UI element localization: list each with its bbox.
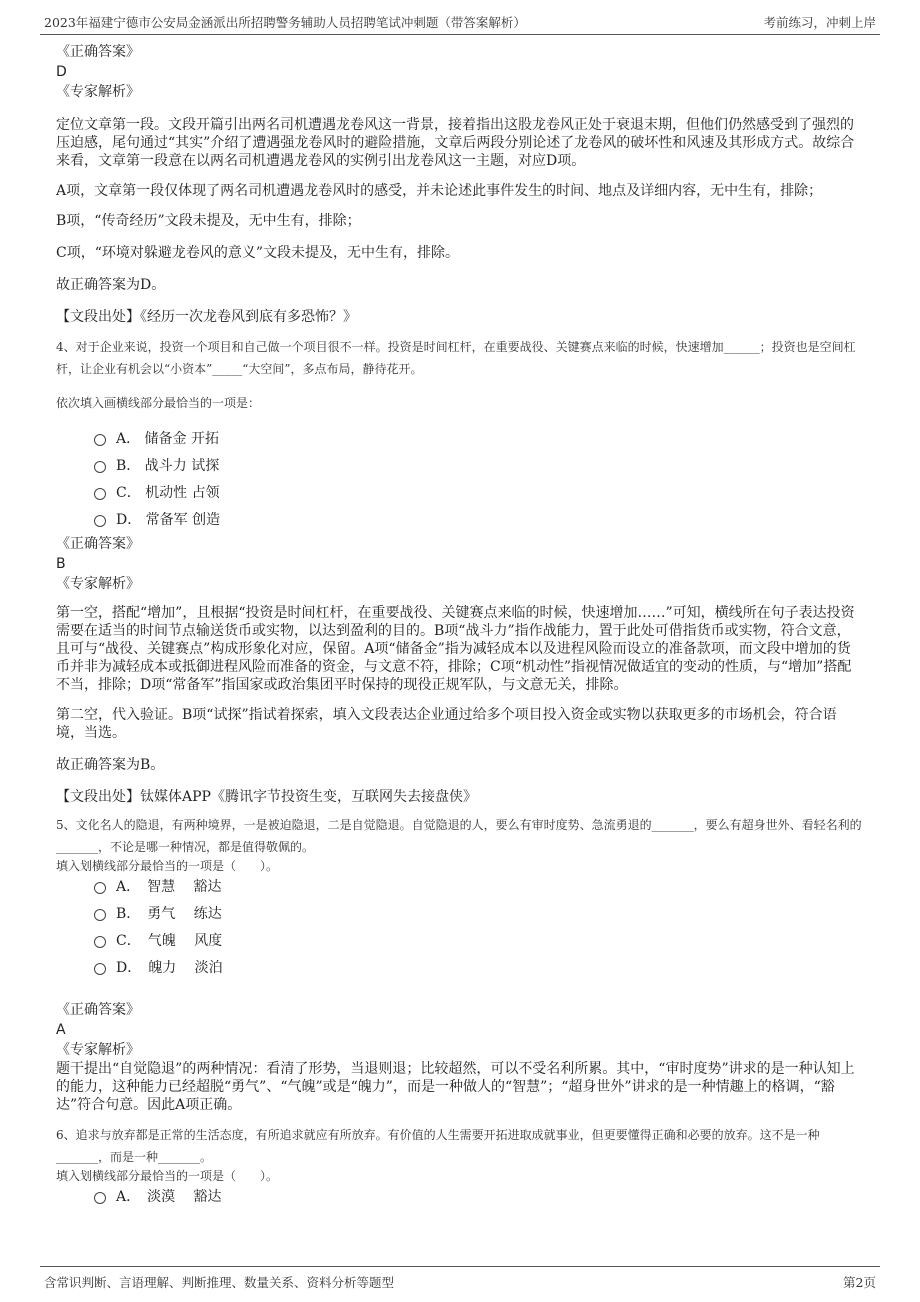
option-d[interactable] (56, 507, 864, 534)
radio-button-icon[interactable] (94, 963, 106, 975)
option-c[interactable] (56, 928, 864, 955)
option-a[interactable] (56, 426, 864, 453)
correct-answer-label: 《正确答案》 (56, 536, 140, 552)
radio-button-icon[interactable] (94, 461, 106, 473)
page-footer (40, 1266, 880, 1293)
option-d[interactable] (56, 955, 864, 982)
correct-answer: B (56, 556, 66, 572)
analysis-paragraph: C项，“环境对躲避龙卷风的意义”文段未提及，无中生有，排除。 (56, 245, 460, 261)
page-content (56, 42, 864, 1211)
option-label: A． 淡漠 豁达 (116, 1189, 222, 1205)
option-label: A． 智慧 豁达 (116, 879, 222, 895)
radio-button-icon[interactable] (94, 1192, 106, 1204)
expert-analysis-label: 《专家解析》 (56, 84, 140, 100)
document-title: 2023年福建宁德市公安局金涵派出所招聘警务辅助人员招聘笔试冲刺题（带答案解析） (44, 15, 526, 30)
radio-button-icon[interactable] (94, 909, 106, 921)
correct-answer: D (56, 64, 67, 80)
option-label: C． 气魄 风度 (116, 933, 223, 949)
option-label: B． 战斗力 试探 (116, 458, 220, 474)
correct-answer-label: 《正确答案》 (56, 44, 140, 60)
option-label: C． 机动性 占领 (116, 485, 220, 501)
question-stem: 6、追求与放弃都是正常的生活态度，有所追求就应有所放弃。有价值的人生需要开拓进取成就事业，但更要懂得正确和必要的放弃。这不是一种_______，而是一种_______。 (56, 1128, 820, 1164)
question-prompt: 依次填入画横线部分最恰当的一项是： (56, 396, 261, 410)
source-citation: 【文段出处】钛媒体APP《腾讯字节投资生变，互联网失去接盘侠》 (56, 789, 477, 805)
expert-analysis-label: 《专家解析》 (56, 576, 140, 592)
radio-button-icon[interactable] (94, 936, 106, 948)
analysis-paragraph: 第一空，搭配“增加”，且根据“投资是时间杠杆，在重要战役、关键赛点来临的时候，快速增加……”可知，横线所在句子表达投资需要在适当的时间节点输送货币或实物，以达到盈利的目的。B项“战斗力”指作战能力，置于此处可借指货币或实物，符合文意，且可与“战役、关键赛点”构成形象化对应，保留。A项“储备金”指为减轻成本以及进程风险而设立的准备款项，而文段中增加的货币并非为减轻成本或抵御进程风险而准备的资金，与文意不符，排除；C项“机动性”指视情况做适宜的变动的性质，与“增加”搭配不当，排除；D项“常备军”指国家或政治集团平时保持的现役正规军队，与文意无关，排除。 (56, 605, 855, 693)
option-label: D． 常备军 创造 (116, 512, 221, 528)
question-prompt: 填入划横线部分最恰当的一项是（ ）。 (56, 859, 279, 873)
final-answer-line: 故正确答案为D。 (56, 277, 166, 293)
radio-button-icon[interactable] (94, 434, 106, 446)
radio-button-icon[interactable] (94, 488, 106, 500)
correct-answer-label: 《正确答案》 (56, 1002, 140, 1018)
correct-answer: A (56, 1022, 66, 1038)
page-header (40, 10, 880, 35)
footer-topics: 含常识判断、言语理解、判断推理、数量关系、资料分析等题型 (44, 1275, 395, 1290)
option-c[interactable] (56, 480, 864, 507)
page-number: 第2页 (843, 1275, 876, 1290)
analysis-paragraph: A项，文章第一段仅体现了两名司机遭遇龙卷风时的感受，并未论述此事件发生的时间、地点及详细内容，无中生有，排除； (56, 183, 823, 199)
header-slogan: 考前练习，冲刺上岸 (763, 15, 876, 30)
source-citation: 【文段出处】《经历一次龙卷风到底有多恐怖？》 (56, 309, 357, 325)
radio-button-icon[interactable] (94, 515, 106, 527)
option-a[interactable] (56, 1184, 864, 1211)
option-b[interactable] (56, 901, 864, 928)
option-a[interactable] (56, 874, 864, 901)
question-stem: 5、文化名人的隐退，有两种境界，一是被迫隐退，二是自觉隐退。自觉隐退的人，要么有审时度势、急流勇退的_______，要么有超身世外、看轻名利的_______，不论是哪一种情况，都是值得敬佩的。 (56, 818, 862, 854)
analysis-paragraph: 第二空，代入验证。B项“试探”指试着探索，填入文段表达企业通过给多个项目投入资金或实物以获取更多的市场机会，符合语境，当选。 (56, 707, 837, 741)
radio-button-icon[interactable] (94, 882, 106, 894)
final-answer-line: 故正确答案为B。 (56, 757, 165, 773)
option-label: B． 勇气 练达 (116, 906, 222, 922)
analysis-paragraph: 题干提出“自觉隐退”的两种情况：看清了形势，当退则退；比较超然，可以不受名利所累。其中，“审时度势”讲求的是一种认知上的能力，这种能力已经超脱“勇气”、“气魄”或是“魄力”，而是一种做人的“智慧”；“超身世外”讲求的是一种情趣上的格调，“豁达”符合句意。因此A项正确。 (56, 1061, 855, 1113)
analysis-paragraph: 定位文章第一段。文段开篇引出两名司机遭遇龙卷风这一背景，接着指出这股龙卷风正处于衰退末期，但他们仍然感受到了强烈的压迫感，尾句通过“其实”介绍了遭遇强龙卷风时的避险措施，文章后两段分别论述了龙卷风的破坏性和风速及其形成方式。故综合来看，文章第一段意在以两名司机遭遇龙卷风的实例引出龙卷风这一主题，对应D项。 (56, 117, 855, 169)
option-b[interactable] (56, 453, 864, 480)
question-stem: 4、对于企业来说，投资一个项目和自己做一个项目很不一样。投资是时间杠杆，在重要战役、关键赛点来临的时候，快速增加______；投资也是空间杠杆，让企业有机会以“小资本”_____“大空间”，多点布局，静待花开。 (56, 340, 856, 376)
analysis-paragraph: B项，“传奇经历”文段未提及，无中生有，排除； (56, 213, 361, 229)
option-label: A． 储备金 开拓 (116, 431, 220, 447)
question-prompt: 填入划横线部分最恰当的一项是（ ）。 (56, 1169, 279, 1183)
option-label: D． 魄力 淡泊 (116, 960, 223, 976)
expert-analysis-label: 《专家解析》 (56, 1042, 140, 1058)
